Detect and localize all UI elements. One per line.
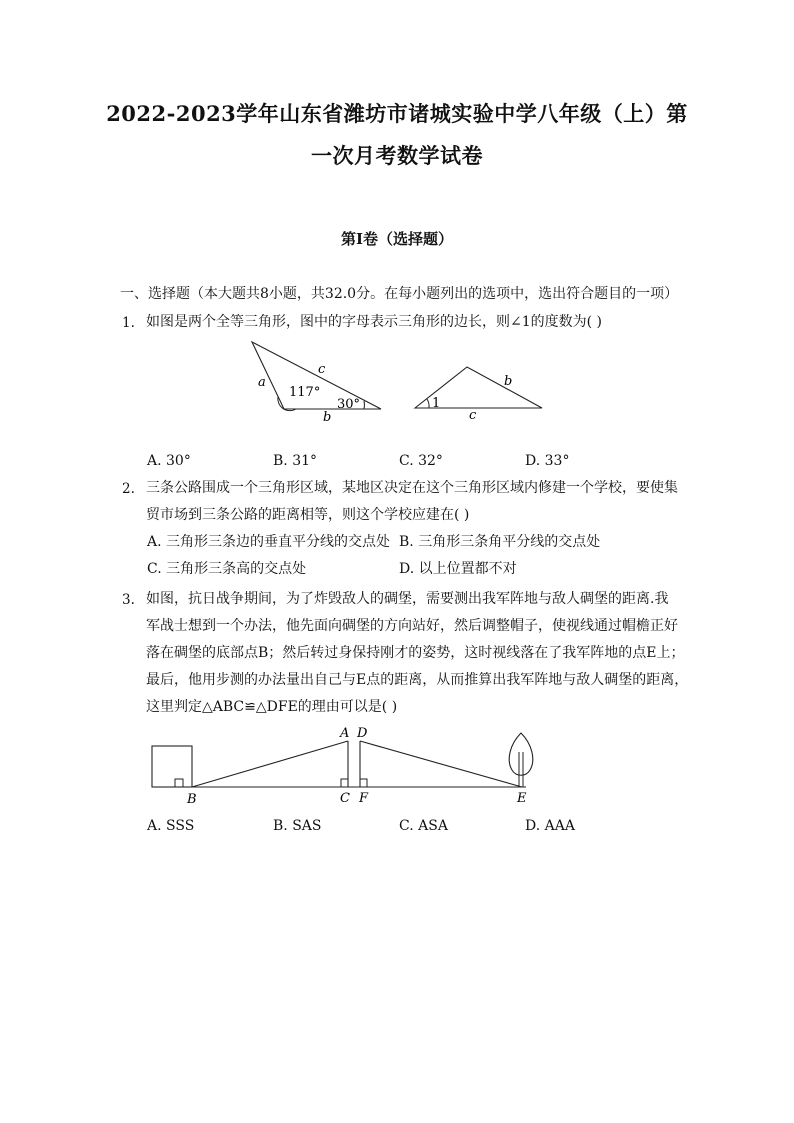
label-a: a [258, 375, 266, 390]
right-angle-c [341, 779, 348, 787]
section-heading: 一、选择题（本大题共8小题，共32.0分。在每小题列出的选项中，选出符合题目的一项） [120, 286, 679, 302]
tree-icon [509, 733, 533, 775]
label-b-left: b [323, 410, 332, 425]
question-1-option-d[interactable]: D. 33° [525, 453, 570, 469]
exam-title-line-2: 一次月考数学试卷 [311, 143, 483, 168]
label-117: 117° [289, 385, 321, 400]
question-2-text-line-1: 三条公路围成一个三角形区域，某地区决定在这个三角形区域内修建一个学校，要使集 [146, 480, 678, 496]
question-3-text-line-4: 最后，他用步测的办法量出自己与E点的距离，从而推算出我军阵地与敌人碉堡的距离， [146, 672, 689, 688]
question-2-option-c[interactable]: C. 三角形三条高的交点处 [147, 561, 307, 577]
label-c-right: c [469, 408, 477, 423]
bunker-right-angle [175, 779, 183, 787]
question-3-option-c[interactable]: C. ASA [399, 818, 448, 834]
label-F: F [359, 791, 369, 806]
label-B: B [187, 792, 197, 807]
label-E: E [517, 791, 527, 806]
label-1: 1 [432, 396, 441, 411]
question-3-option-a[interactable]: A. SSS [147, 818, 195, 834]
question-3-text-line-1: 如图，抗日战争期间，为了炸毁敌人的碉堡，需要测出我军阵地与敌人碉堡的距离.我 [146, 591, 669, 607]
question-3-option-d[interactable]: D. AAA [525, 818, 575, 834]
question-1-text: 如图是两个全等三角形，图中的字母表示三角形的边长，则∠1的度数为( ) [146, 314, 603, 330]
label-30: 30° [337, 397, 361, 412]
question-2-option-a[interactable]: A. 三角形三条边的垂直平分线的交点处 [147, 534, 391, 550]
question-2-option-d[interactable]: D. 以上位置都不对 [399, 561, 517, 577]
label-A: A [340, 726, 350, 741]
part-heading: 第I卷（选择题） [340, 230, 454, 248]
question-1-option-b[interactable]: B. 31° [273, 453, 318, 469]
right-angle-f [360, 779, 367, 787]
question-3-option-b[interactable]: B. SAS [273, 818, 322, 834]
bunker-shape [152, 746, 192, 787]
label-b-right: b [504, 374, 513, 389]
question-2-number: 2. [122, 481, 135, 497]
exam-title-line-1: 2022-2023学年山东省潍坊市诸城实验中学八年级（上）第 [106, 101, 688, 126]
label-D: D [357, 726, 368, 741]
sight-line-ab [192, 741, 348, 787]
label-c-left: c [318, 362, 326, 377]
question-3-number: 3. [122, 592, 135, 608]
question-1-option-c[interactable]: C. 32° [399, 453, 443, 469]
question-1-number: 1. [122, 315, 135, 331]
question-3-text-line-3: 落在碉堡的底部点B；然后转过身保持刚才的姿势，这时视线落在了我军阵地的点E上； [146, 645, 685, 661]
question-2-option-b[interactable]: B. 三角形三条角平分线的交点处 [399, 534, 601, 550]
sight-line-de [360, 741, 522, 787]
label-C: C [340, 791, 350, 806]
question-3-text-line-5: 这里判定△ABC≌△DFE的理由可以是( ) [146, 699, 398, 715]
question-2-text-line-2: 贸市场到三条公路的距离相等，则这个学校应建在( ) [146, 507, 470, 523]
question-1-option-a[interactable]: A. 30° [147, 453, 191, 469]
question-3-text-line-2: 军战士想到一个办法，他先面向碉堡的方向站好，然后调整帽子，使视线通过帽檐正好 [146, 618, 678, 634]
